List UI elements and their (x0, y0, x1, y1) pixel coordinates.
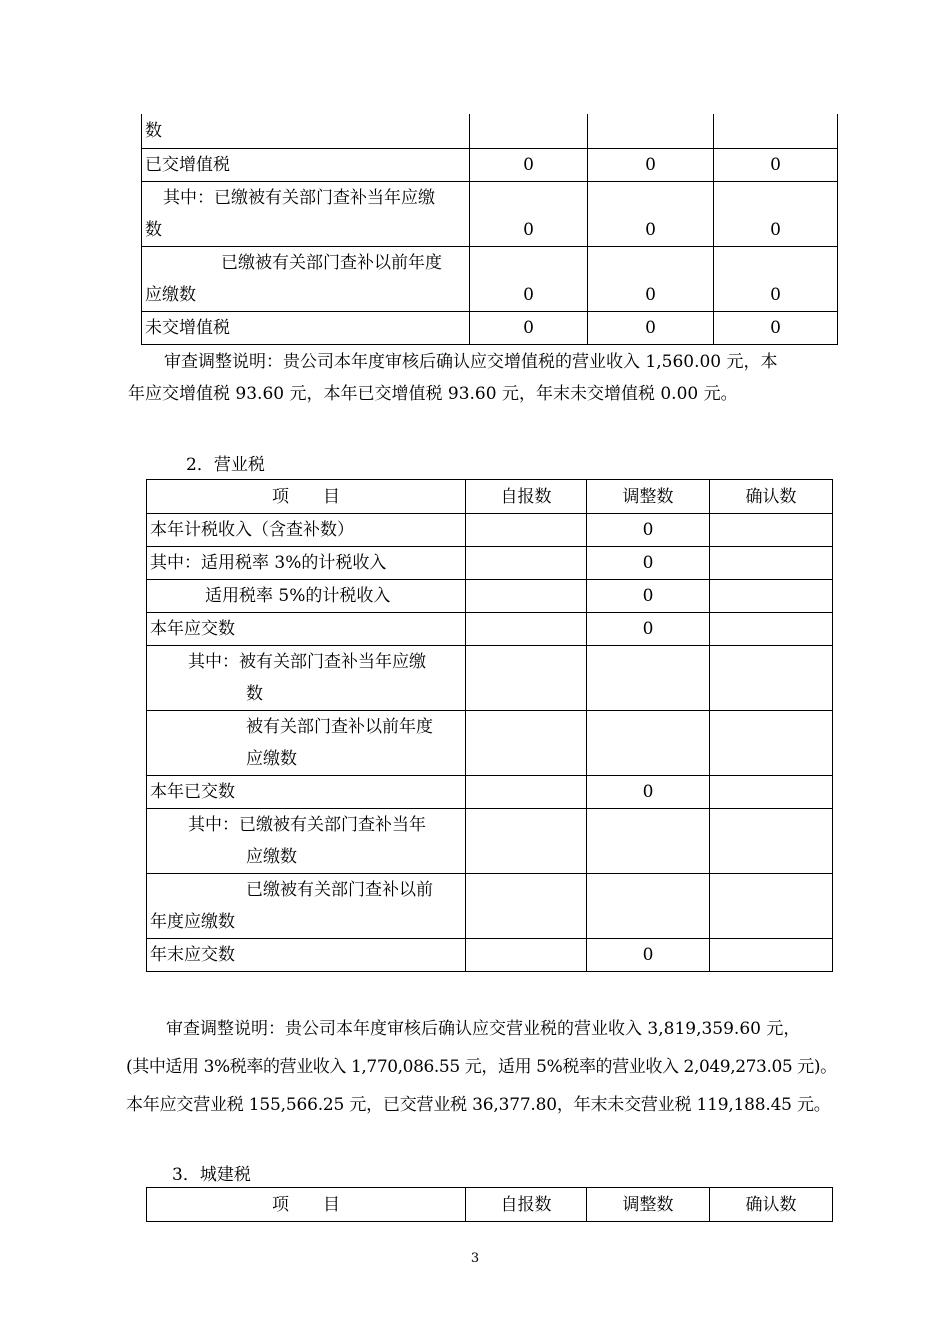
table-cell: 0 (470, 181, 588, 246)
section3-heading: 3．城建税 (172, 1165, 251, 1185)
column-header: 确认数 (710, 480, 833, 514)
table-row (147, 547, 833, 580)
column-header: 调整数 (587, 1188, 710, 1222)
column-header: 项 目 (147, 1188, 466, 1222)
table-cell: 0 (588, 246, 714, 311)
row-label: 已缴被有关部门查补以前 年度应缴数 (147, 874, 466, 939)
table-cell (466, 874, 587, 939)
row-label: 被有关部门查补以前年度 应缴数 (147, 711, 466, 776)
table-cell: 0 (587, 939, 710, 972)
table-cell (710, 711, 833, 776)
row-label: 其中：已缴被有关部门查补当年应缴 数 (142, 181, 470, 246)
table-row (147, 874, 833, 939)
table-cell (466, 711, 587, 776)
row-label: 本年已交数 (147, 776, 466, 809)
table-cell: 0 (714, 181, 838, 246)
table-header-row (147, 480, 833, 514)
business-tax-note-line2: (其中适用 3%税率的营业收入 1,770,086.55 元，适用 5%税率的营业收入 2,049,273.05 元)。 (126, 1057, 837, 1077)
table-cell: 0 (587, 580, 710, 613)
table-cell (710, 547, 833, 580)
row-label: 其中：被有关部门查补当年应缴 数 (147, 646, 466, 711)
table-cell (587, 809, 710, 874)
table-cell (587, 646, 710, 711)
table-cell (710, 514, 833, 547)
row-label: 已交增值税 (142, 148, 470, 181)
row-label: 本年应交数 (147, 613, 466, 646)
table-cell: 0 (714, 311, 838, 344)
table-cell: 0 (587, 776, 710, 809)
business-tax-note-line3: 本年应交营业税 155,566.25 元，已交营业税 36,377.80，年末未交营业税 119,188.45 元。 (126, 1095, 831, 1115)
row-label: 适用税率 5%的计税收入 (147, 580, 466, 613)
table-cell (466, 809, 587, 874)
table-row (142, 114, 838, 148)
column-header: 自报数 (466, 480, 587, 514)
vat-note-line2: 年应交增值税 93.60 元，本年已交增值税 93.60 元，年末未交增值税 0.00 元。 (128, 384, 738, 404)
page-number: 3 (470, 1251, 480, 1266)
table-cell: 0 (587, 613, 710, 646)
business-tax-table (146, 479, 833, 972)
row-label: 其中：适用税率 3%的计税收入 (147, 547, 466, 580)
table-cell (587, 711, 710, 776)
table-row (147, 613, 833, 646)
column-header: 项 目 (147, 480, 466, 514)
table-cell (710, 580, 833, 613)
table-row (142, 148, 838, 181)
table-cell (466, 613, 587, 646)
row-label: 数 (142, 114, 470, 148)
table-cell (466, 776, 587, 809)
vat-note (128, 346, 858, 410)
table-cell: 0 (470, 246, 588, 311)
table-cell (466, 580, 587, 613)
table-cell: 0 (714, 246, 838, 311)
table-cell (710, 939, 833, 972)
table-cell: 0 (588, 311, 714, 344)
table-row (147, 809, 833, 874)
row-label: 年末应交数 (147, 939, 466, 972)
table-cell (710, 874, 833, 939)
column-header: 确认数 (710, 1188, 833, 1222)
table-row (142, 181, 838, 246)
table-row (142, 246, 838, 311)
table-cell (466, 939, 587, 972)
table-cell (710, 809, 833, 874)
table-cell (587, 874, 710, 939)
table-cell (466, 514, 587, 547)
table-row (147, 776, 833, 809)
table-row (147, 711, 833, 776)
table-row (147, 580, 833, 613)
table-cell (710, 613, 833, 646)
table-cell (466, 547, 587, 580)
table-cell: 0 (587, 547, 710, 580)
table-cell (466, 646, 587, 711)
vat-note-line1: 审查调整说明：贵公司本年度审核后确认应交增值税的营业收入 1,560.00 元，本 (164, 352, 778, 372)
table-cell (710, 776, 833, 809)
table-cell: 0 (587, 514, 710, 547)
table-cell: 0 (588, 148, 714, 181)
table-cell: 0 (714, 148, 838, 181)
table-row (147, 939, 833, 972)
city-tax-table (146, 1187, 833, 1222)
business-tax-note (126, 1010, 856, 1124)
table-cell: 0 (470, 148, 588, 181)
section2-heading: 2．营业税 (186, 455, 265, 475)
vat-table (141, 114, 838, 345)
column-header: 调整数 (587, 480, 710, 514)
table-row (147, 514, 833, 547)
table-cell: 0 (588, 181, 714, 246)
row-label: 已缴被有关部门查补以前年度 应缴数 (142, 246, 470, 311)
table-cell (710, 646, 833, 711)
row-label: 未交增值税 (142, 311, 470, 344)
table-row (142, 311, 838, 344)
row-label: 其中：已缴被有关部门查补当年 应缴数 (147, 809, 466, 874)
row-label: 本年计税收入（含查补数） (147, 514, 466, 547)
table-cell: 0 (470, 311, 588, 344)
business-tax-note-line1: 审查调整说明：贵公司本年度审核后确认应交营业税的营业收入 3,819,359.60 元， (166, 1019, 801, 1039)
column-header: 自报数 (466, 1188, 587, 1222)
table-row (147, 646, 833, 711)
table-header-row (147, 1188, 833, 1222)
